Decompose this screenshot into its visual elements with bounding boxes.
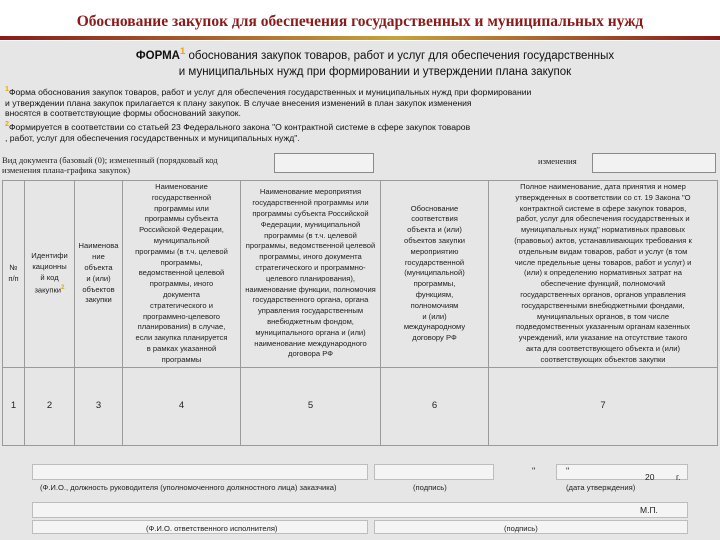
column-header-line: управления государственным — [257, 306, 364, 316]
footnote-text: Формируется в соответствии со статьей 23 Федерального закона "О контрактной системе в сфере закупок товаров — [8, 122, 471, 133]
column-header-line: программы, иного документа — [259, 252, 362, 262]
column-header-line: программно-целевого — [142, 311, 221, 321]
column-header-line: Наименова — [78, 241, 119, 251]
quote-close: " — [566, 466, 570, 476]
column-header-line: № — [9, 262, 18, 272]
executor-signature-caption: (подпись) — [504, 524, 538, 533]
column-header-line: соответствия — [411, 214, 458, 224]
year-prefix: 20 — [645, 472, 655, 482]
column-header-line: и (или) — [86, 273, 111, 283]
footnote-line — [5, 133, 605, 144]
head-name-field[interactable] — [32, 464, 368, 480]
column-header-line: обеспечение функций, полномочий — [540, 279, 666, 289]
footnote-text: , работ, услуг для обеспечения государственных и муниципальных нужд". — [5, 132, 300, 143]
footnote-text: Форма обоснования закупок товаров, работ и услуг для обеспечения государственных и муниципальных нужд при формировании — [8, 86, 532, 97]
column-header-line: Идентифи — [31, 250, 68, 260]
column-header-line: стратегического и программно- — [255, 262, 366, 272]
column-header-line: утвержденных в соответствии со ст. 19 Закона "О — [515, 192, 691, 202]
column-header-line: программы, — [413, 279, 456, 289]
column-number: 4 — [123, 367, 241, 445]
column-header-line: государственных органов, органов управления — [520, 289, 686, 299]
column-header-line: программы субъекта Российской — [252, 208, 369, 218]
column-header — [489, 181, 718, 368]
year-suffix: г. — [676, 472, 681, 482]
executor-caption: (Ф.И.О. ответственного исполнителя) — [146, 524, 278, 533]
column-header-line: программы, иного — [149, 279, 214, 289]
column-header-line: если закупка планируется — [135, 333, 228, 343]
slide-title: Обоснование закупок для обеспечения государственных и муниципальных нужд — [76, 13, 644, 30]
footnote-mark: 1 — [180, 46, 186, 57]
column-header-line: международному — [403, 322, 466, 332]
column-header-line: Наименование мероприятия — [259, 187, 362, 197]
column-header-line: соответствующих объектов закупки — [540, 354, 666, 364]
change-label: изменения — [538, 156, 577, 166]
column-header-line: объекта — [84, 262, 113, 272]
column-header-line: муниципального органа и (или) — [255, 327, 366, 337]
column-header-line: числе предельные цены товаров, работ и услуг) и — [514, 257, 692, 267]
column-header — [381, 181, 489, 368]
document-kind-line1: Вид документа (базовый (0); измененный (порядковый код — [2, 155, 218, 165]
procurement-table — [2, 180, 718, 446]
column-number-row — [3, 367, 718, 445]
column-header-line: Федерации, муниципальной — [260, 219, 361, 229]
column-header — [75, 181, 123, 368]
column-header-line: и (или) — [422, 311, 447, 321]
footnotes — [5, 84, 605, 144]
column-header-line: муниципальной — [153, 235, 210, 245]
column-header-line: программы (в т.ч. целевой — [264, 230, 357, 240]
column-header-line: программы субъекта — [144, 214, 219, 224]
head-signature-field[interactable] — [374, 464, 494, 480]
column-header-line: планирования) в случае, — [137, 322, 226, 332]
column-number: 7 — [489, 367, 718, 445]
column-header-line: стратегического и — [150, 300, 213, 310]
column-header-line: п/п — [8, 273, 19, 283]
column-header — [241, 181, 381, 368]
column-number: 3 — [75, 367, 123, 445]
column-header-line: программы, — [160, 257, 203, 267]
footnote-line — [5, 84, 605, 98]
table-header-row — [3, 181, 718, 368]
column-header-line: целевого планирования), — [265, 273, 355, 283]
column-header — [3, 181, 25, 368]
column-header-line: работ, услуг для обеспечения государственных и — [516, 214, 690, 224]
column-header-line: в рамках указанной — [146, 343, 217, 353]
column-header-line: мероприятию — [410, 246, 459, 256]
document-kind-field[interactable] — [274, 153, 374, 173]
form-heading — [60, 44, 690, 80]
column-header-line: закупки — [85, 295, 112, 305]
column-number: 5 — [241, 367, 381, 445]
column-header-line: объектов — [82, 284, 115, 294]
quote-open: " — [532, 466, 536, 476]
footnote-line — [5, 119, 605, 133]
column-header-line: полномочиям — [410, 300, 459, 310]
column-header-line: муниципальных нужд" нормативных правовых — [520, 225, 686, 235]
column-header-line: Наименование — [155, 182, 208, 191]
footnote-line — [5, 108, 605, 119]
column-header-line: наименование функции, полномочия — [245, 284, 376, 294]
column-header-line: подведомственных указанным органам казенных — [516, 322, 690, 332]
column-header-line: Российской Федерации, — [139, 225, 224, 235]
column-header — [123, 181, 241, 368]
form-heading-line1: обоснования закупок товаров, работ и услуг для обеспечения государственных — [185, 49, 615, 62]
column-header-line: Обоснование — [410, 203, 459, 213]
column-header-line: ние — [92, 252, 105, 262]
footnote-text: вносятся в соответствующие формы обоснований закупок. — [5, 108, 241, 119]
column-header-line: программы, ведомственной целевой — [245, 241, 376, 251]
column-header-line: наименование международного — [254, 338, 367, 348]
footnote-text: и утверждении плана закупок прилагается к плану закупок. В случае внесения изменений в план закупок изменения — [5, 97, 472, 108]
approval-date-field[interactable] — [556, 464, 688, 480]
column-header-line: Полное наименование, дата принятия и номер — [520, 182, 686, 191]
document-kind-line2: изменения плана-графика закупок) — [2, 165, 131, 175]
form-heading-lead: ФОРМА — [135, 49, 180, 62]
form-heading-line2: и муниципальных нужд при формировании и утверждении плана закупок — [178, 65, 572, 78]
column-header-line: программы или — [154, 203, 209, 213]
approval-date-caption: (дата утверждения) — [566, 483, 636, 492]
stamp-field — [32, 502, 688, 518]
footnote-line — [5, 98, 605, 109]
column-header-line: функциям, — [415, 289, 454, 299]
column-header-line: контрактной системе в сфере закупок товаров, — [519, 203, 687, 213]
column-header-line: государственной — [151, 192, 212, 202]
column-header-line: й код — [40, 272, 59, 282]
column-header-line: программы — [161, 354, 202, 364]
column-header-line: кационны — [32, 261, 67, 271]
column-header-line: объекта и (или) — [407, 225, 462, 235]
column-header-line: объектов закупки — [403, 235, 466, 245]
column-header-line: государственной — [404, 257, 465, 267]
column-number: 2 — [25, 367, 75, 445]
column-header — [25, 181, 75, 368]
column-header-line: закупки — [34, 285, 62, 295]
column-header-line: акта для соответствующего объекта и (или) — [525, 343, 681, 353]
column-header-line: муниципальных органов, в том числе — [536, 311, 670, 321]
column-header-line: (или) к определению нормативных затрат на — [524, 268, 682, 278]
footnote-mark: 1 — [5, 85, 9, 93]
column-header-line: (муниципальной) — [404, 268, 465, 278]
column-header-line: внебюджетным фондом, — [267, 316, 354, 326]
column-header-line: программы (в т.ч. целевой — [135, 246, 228, 256]
change-code-field[interactable] — [592, 153, 716, 173]
head-signature-caption: (подпись) — [413, 483, 447, 492]
column-header-line: документа — [162, 289, 201, 299]
column-header-line: государственного органа, органа — [252, 295, 369, 305]
column-number: 6 — [381, 367, 489, 445]
title-divider — [0, 36, 720, 40]
column-header-line: (правовых) актов, устанавливающих требования к — [514, 235, 692, 245]
column-header-line: договора РФ — [288, 349, 333, 359]
column-header-line: договору РФ — [412, 333, 457, 343]
head-caption: (Ф.И.О., должность руководителя (уполномоченного должностного лица) заказчика) — [40, 483, 337, 492]
footnote-mark: 2 — [61, 284, 65, 292]
stamp-label: М.П. — [640, 505, 658, 515]
column-header-line: государственными внебюджетными фондами, — [521, 300, 685, 310]
column-header-line: отдельным видам товаров, работ и услуг (в том — [518, 246, 688, 256]
column-header-line: учреждений, или указание на отсутствие такого — [518, 333, 688, 343]
footnote-mark: 2 — [5, 120, 9, 129]
column-header-line: государственной программы или — [252, 198, 369, 208]
document-kind-row — [2, 150, 718, 176]
column-header-line: ведомственной целевой — [138, 268, 225, 278]
document-kind-label — [2, 155, 218, 175]
column-number: 1 — [3, 367, 25, 445]
